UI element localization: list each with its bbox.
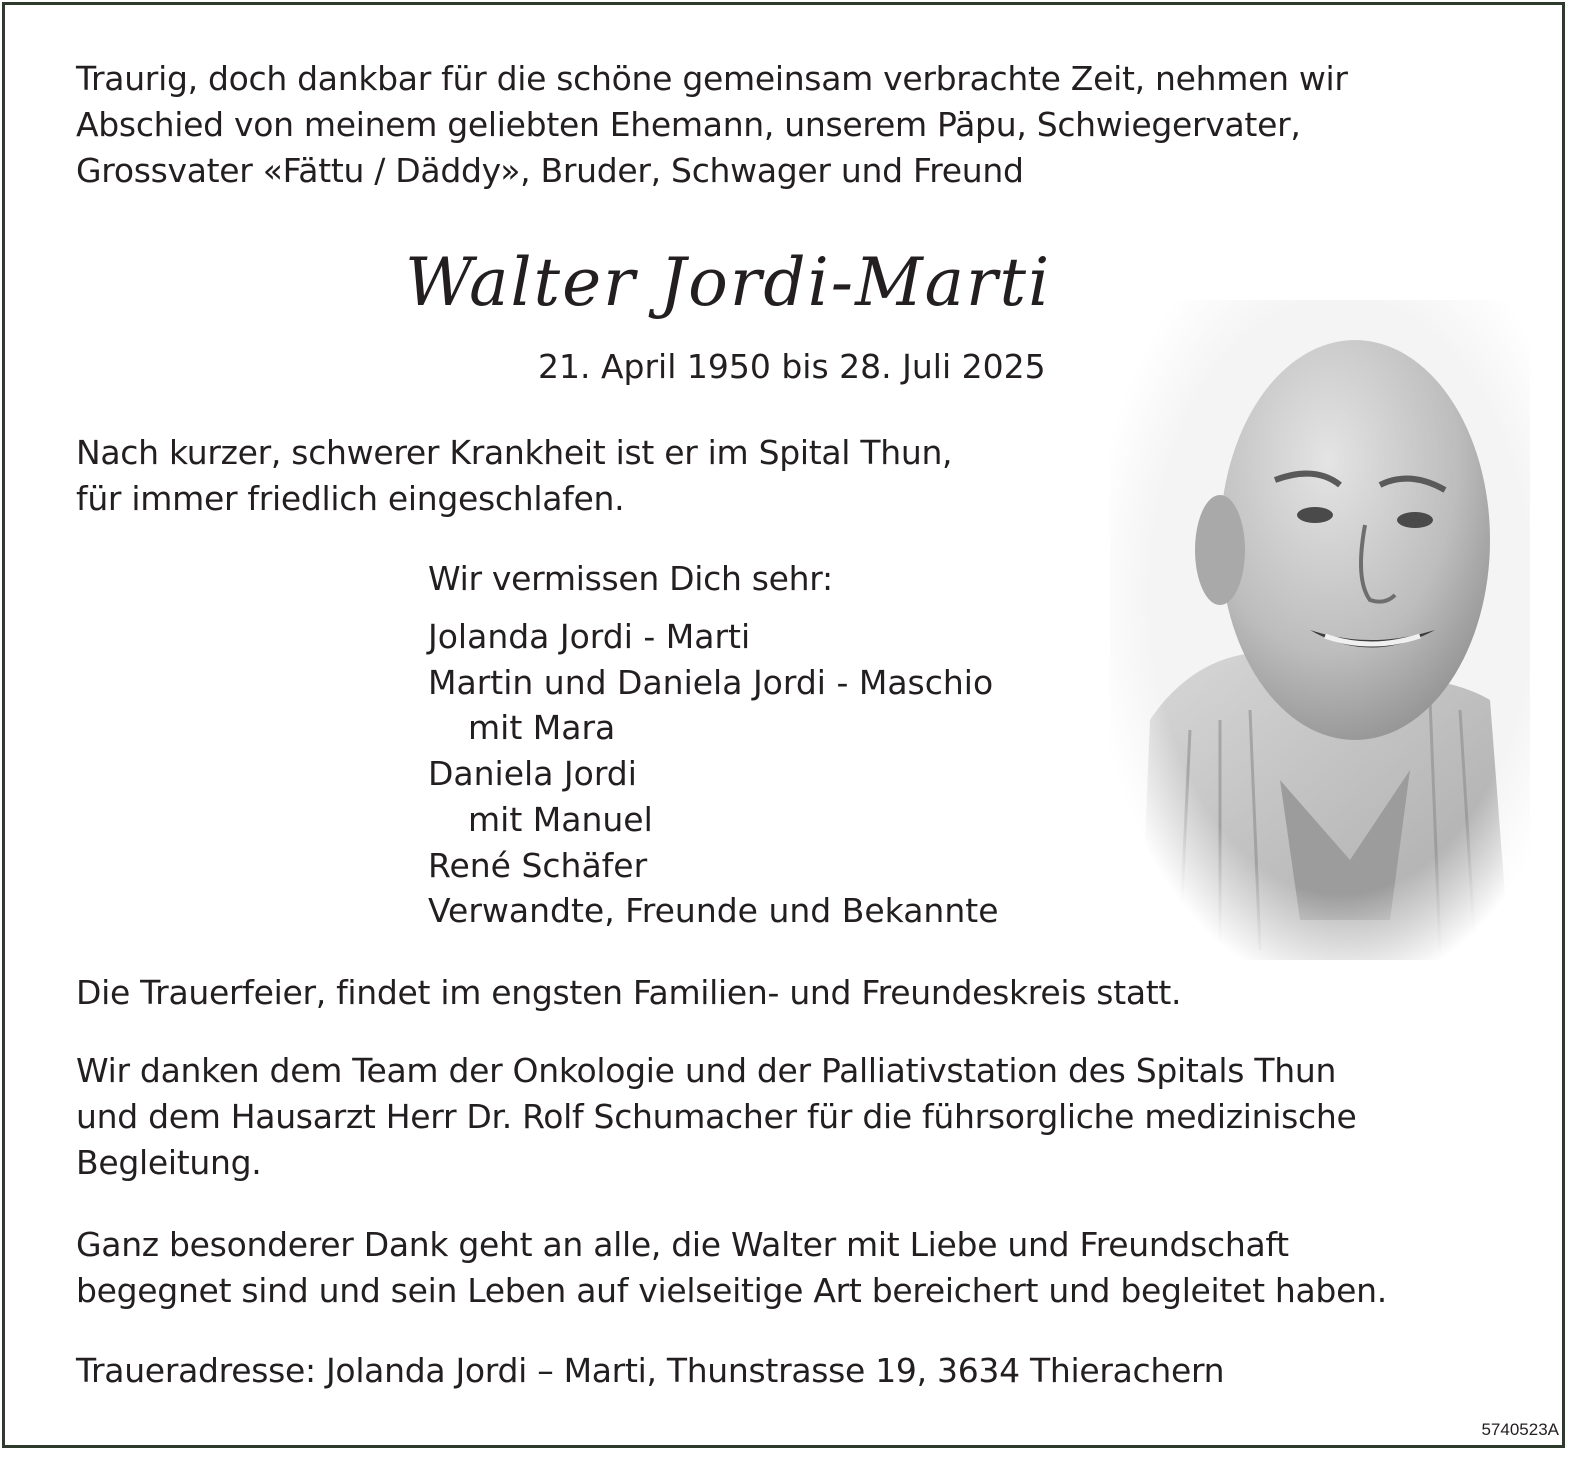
mourner-name: mit Manuel xyxy=(468,799,653,839)
thanks-line: Begleitung. xyxy=(76,1143,262,1182)
portrait-photo xyxy=(1110,300,1530,960)
special-thanks-line: begegnet sind und sein Leben auf vielseitige Art bereichert und begleitet haben. xyxy=(76,1271,1387,1310)
mourner-name: Martin und Daniela Jordi - Maschio xyxy=(428,662,994,702)
special-thanks-line: Ganz besonderer Dank geht an alle, die Walter mit Liebe und Freundschaft xyxy=(76,1225,1289,1264)
ceremony-note: Die Trauerfeier, findet im engsten Familien- und Freundeskreis statt. xyxy=(76,973,1182,1012)
special-thanks-paragraph xyxy=(76,1222,1387,1314)
illness-line: für immer friedlich eingeschlafen. xyxy=(76,479,625,518)
thanks-line: und dem Hausarzt Herr Dr. Rolf Schumacher für die führsorgliche medizinische xyxy=(76,1097,1357,1136)
intro-paragraph xyxy=(76,56,1348,194)
intro-line: Abschied von meinem geliebten Ehemann, unserem Päpu, Schwiegervater, xyxy=(76,105,1301,144)
deceased-name: Walter Jordi-Marti xyxy=(405,244,1052,321)
mourning-address: Traueradresse: Jolanda Jordi – Marti, Thunstrasse 19, 3634 Thierachern xyxy=(76,1351,1225,1390)
reference-number: 5740523A xyxy=(1481,1420,1559,1439)
mourner-name: mit Mara xyxy=(468,708,616,748)
mourners-heading: Wir vermissen Dich sehr: xyxy=(428,559,833,598)
thanks-line: Wir danken dem Team der Onkologie und der Palliativstation des Spitals Thun xyxy=(76,1051,1337,1090)
mourner-name: Jolanda Jordi - Marti xyxy=(428,617,751,656)
mourner-name: Verwandte, Freunde und Bekannte xyxy=(428,891,999,931)
intro-line: Grossvater «Fättu / Däddy», Bruder, Schwager und Freund xyxy=(76,151,1024,190)
mourner-name: René Schäfer xyxy=(428,845,648,885)
illness-line: Nach kurzer, schwerer Krankheit ist er im Spital Thun, xyxy=(76,433,953,472)
illness-paragraph xyxy=(76,430,952,522)
mourner-name: Daniela Jordi xyxy=(428,754,637,794)
mourners-list xyxy=(428,614,999,934)
thanks-paragraph xyxy=(76,1048,1356,1186)
intro-line: Traurig, doch dankbar für die schöne gemeinsam verbrachte Zeit, nehmen wir xyxy=(76,59,1348,98)
life-dates: 21. April 1950 bis 28. Juli 2025 xyxy=(538,347,1046,386)
